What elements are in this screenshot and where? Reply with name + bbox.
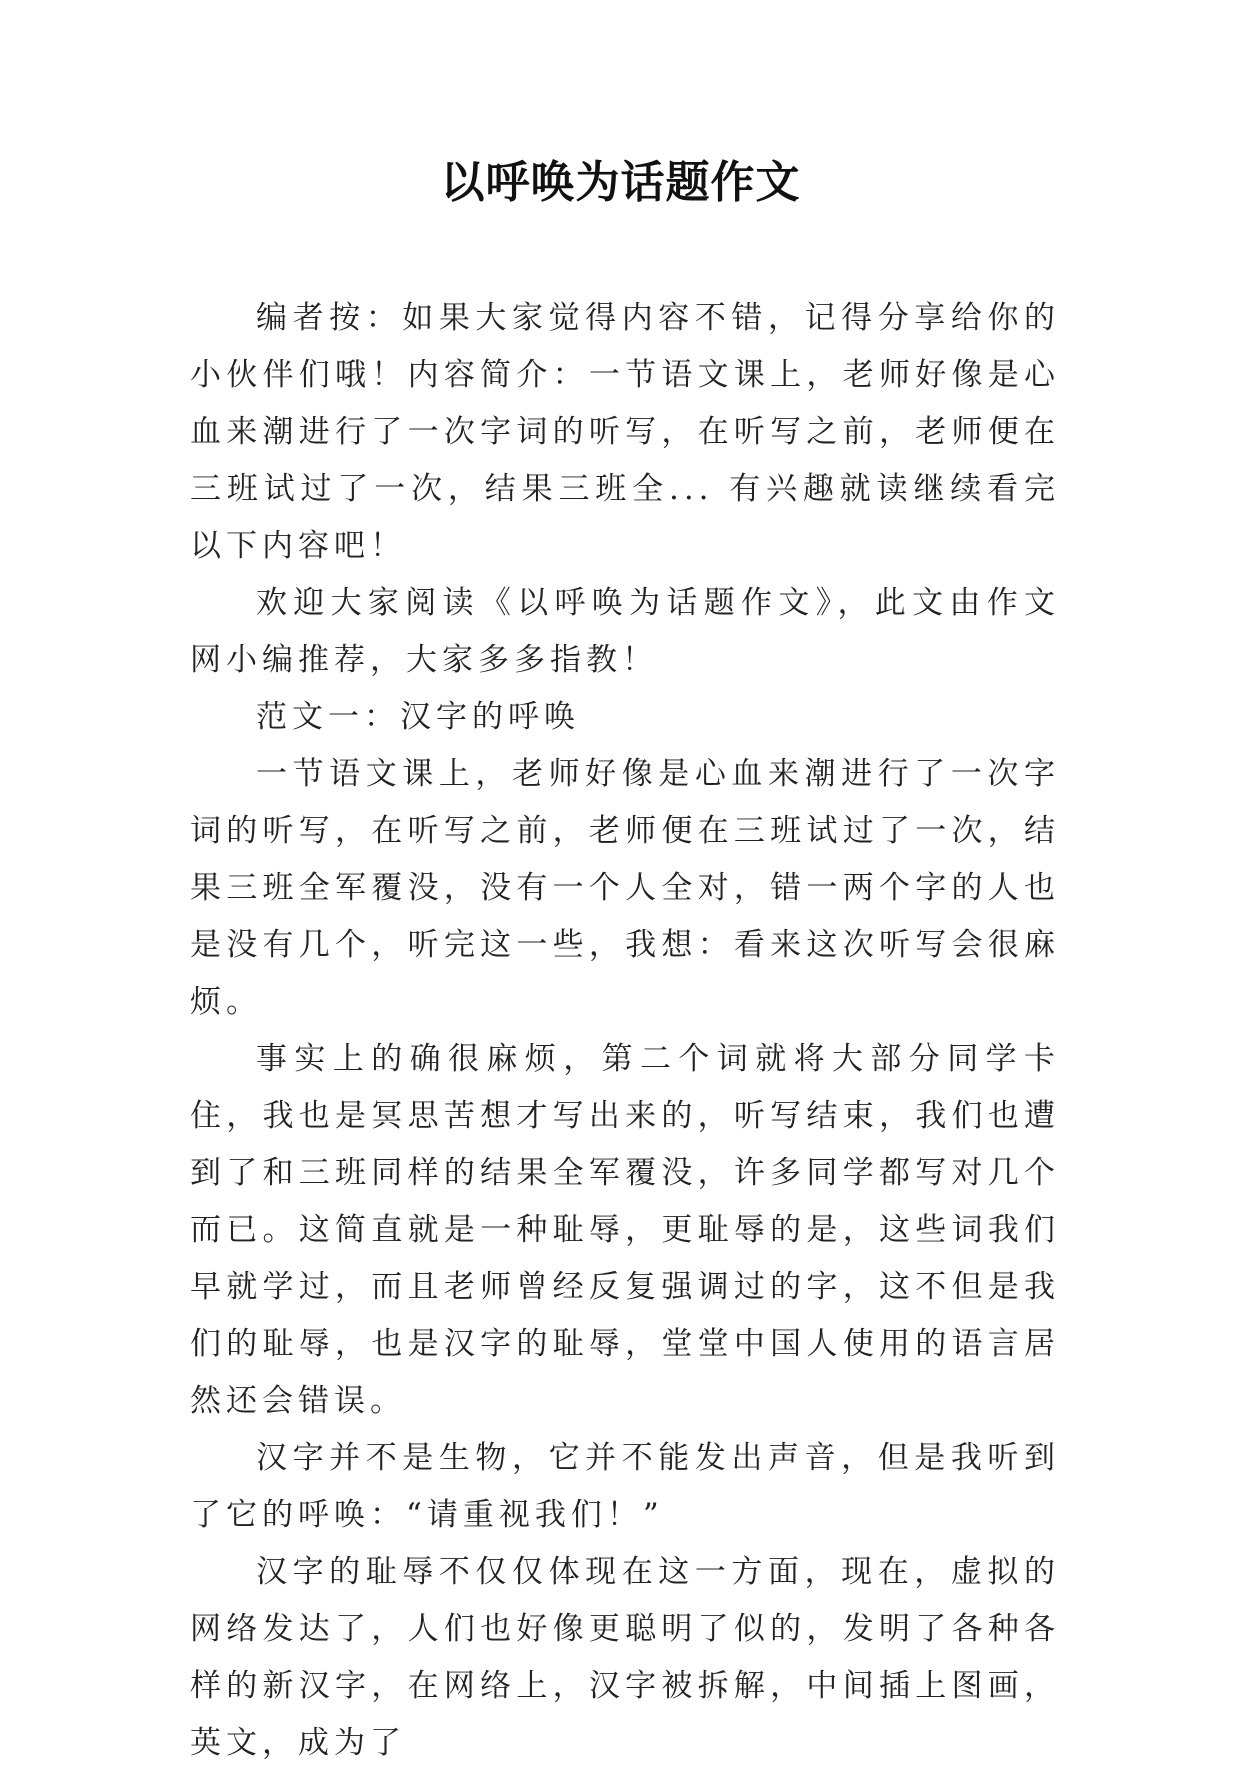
section-heading-paragraph: 范文一：汉字的呼唤 (256, 699, 580, 735)
body-paragraph: 汉字并不是生物，它并不能发出声音，但是我听到了它的呼唤：“请重视我们！” (190, 1440, 1060, 1533)
document-body (190, 290, 1060, 1772)
welcome-paragraph: 欢迎大家阅读《以呼唤为话题作文》，此文由作文网小编推荐，大家多多指教！ (190, 585, 1060, 678)
body-paragraph: 事实上的确很麻烦，第二个词就将大部分同学卡住，我也是冥思苦想才写出来的，听写结束，我们也遭到了和三班同样的结果全军覆没，许多同学都写对几个而已。这简直就是一种耻辱，更耻辱的是，这些词我们早就学过，而且老师曾经反复强调过的字，这不但是我们的耻辱，也是汉字的耻辱，堂堂中国人使用的语言居然还会错误。 (190, 1041, 1060, 1419)
editor-note-paragraph: 编者按：如果大家觉得内容不错，记得分享给你的小伙伴们哦！内容简介：一节语文课上，老师好像是心血来潮进行了一次字词的听写，在听写之前，老师便在三班试过了一次，结果三班全... 有兴趣就读继续看完以下内容吧！ (190, 300, 1060, 564)
document-title: 以呼唤为话题作文 (440, 157, 801, 208)
body-paragraph: 一节语文课上，老师好像是心血来潮进行了一次字词的听写，在听写之前，老师便在三班试过了一次，结果三班全军覆没，没有一个人全对，错一两个字的人也是没有几个，听完这一些，我想：看来这次听写会很麻烦。 (190, 756, 1060, 1020)
body-paragraph: 汉字的耻辱不仅仅体现在这一方面，现在，虚拟的网络发达了，人们也好像更聪明了似的，发明了各种各样的新汉字，在网络上，汉字被拆解，中间插上图画，英文，成为了 (190, 1554, 1060, 1761)
